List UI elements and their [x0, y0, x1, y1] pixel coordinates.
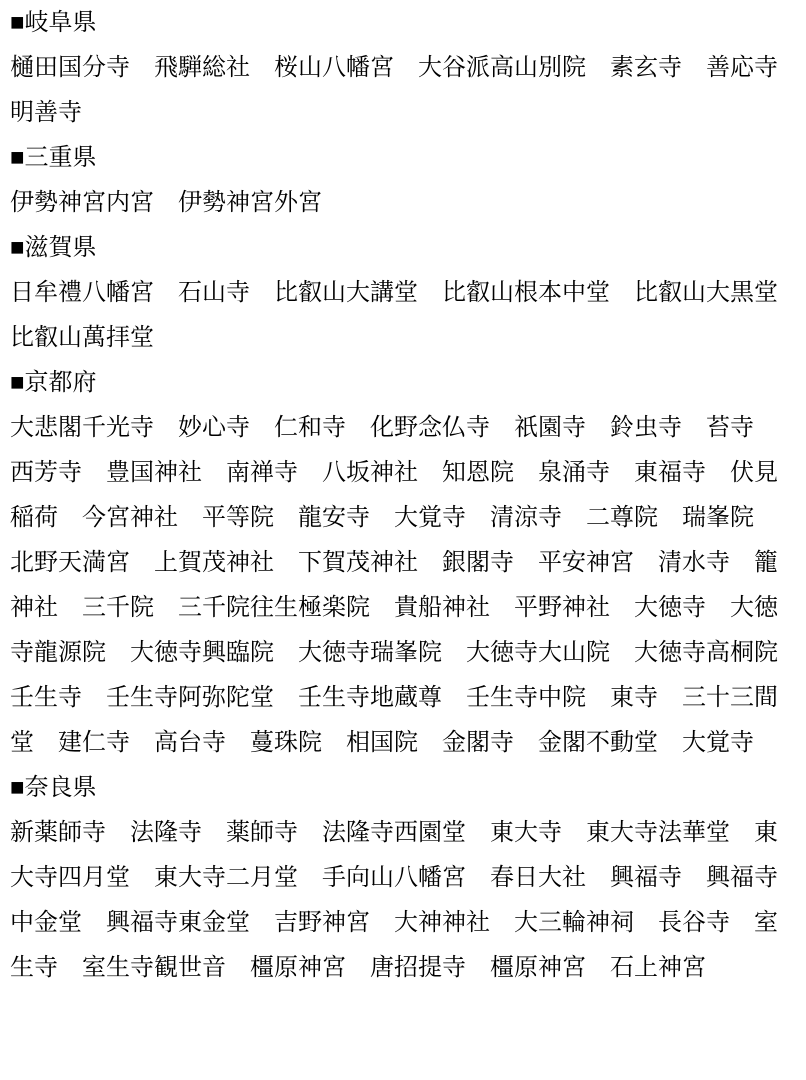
section-bullet-icon: ■ — [10, 774, 25, 801]
temple-shrine-list: 日牟禮八幡宮 石山寺 比叡山大講堂 比叡山根本中堂 比叡山大黒堂 比叡山萬拝堂 — [10, 279, 802, 351]
prefecture-header — [10, 225, 796, 270]
temple-shrine-list: 新薬師寺 法隆寺 薬師寺 法隆寺西園堂 東大寺 東大寺法華堂 東大寺四月堂 東大寺二月堂 手向山八幡宮 春日大社 興福寺 興福寺中金堂 興福寺東金堂 吉野神宮 大神神社 大三輪神祠 長谷寺 室生寺 室生寺観世音 橿原神宮 唐招提寺 橿原神宮 石上神宮 — [10, 819, 778, 981]
section-bullet-icon: ■ — [10, 234, 25, 261]
prefecture-header — [10, 360, 796, 405]
prefecture-section — [10, 360, 802, 765]
section-bullet-icon: ■ — [10, 369, 25, 396]
prefecture-name: 三重県 — [24, 144, 97, 171]
prefecture-section — [10, 135, 796, 225]
prefecture-header — [10, 0, 796, 45]
prefecture-name: 岐阜県 — [24, 9, 97, 36]
temple-shrine-list: 伊勢神宮内宮 伊勢神宮外宮 — [10, 189, 322, 216]
temple-shrine-list: 大悲閣千光寺 妙心寺 仁和寺 化野念仏寺 祇園寺 鈴虫寺 苔寺 西芳寺 豊国神社 南禅寺 八坂神社 知恩院 泉涌寺 東福寺 伏見稲荷 今宮神社 平等院 龍安寺 大覚寺 清涼寺 二尊院 瑞峯院 北野天満宮 上賀茂神社 下賀茂神社 銀閣寺 平安神宮 清水寺 籠神社 三千院 三千院往生極楽院 貴船神社 平野神社 大徳寺 大徳寺龍源院 大徳寺興臨院 大徳寺瑞峯院 大徳寺大山院 大徳寺高桐院 壬生寺 壬生寺阿弥陀堂 壬生寺地蔵尊 壬生寺中院 東寺 三十三間堂 建仁寺 高台寺 蔓珠院 相国院 金閣寺 金閣不動堂 大覚寺 — [10, 414, 802, 756]
prefecture-header — [10, 765, 796, 810]
prefecture-name: 滋賀県 — [24, 234, 97, 261]
prefecture-section — [10, 765, 796, 990]
prefecture-section — [10, 225, 802, 360]
prefecture-header — [10, 135, 796, 180]
prefecture-section — [10, 0, 802, 135]
prefecture-name: 京都府 — [24, 369, 97, 396]
section-bullet-icon: ■ — [10, 144, 25, 171]
prefecture-name: 奈良県 — [24, 774, 97, 801]
section-bullet-icon: ■ — [10, 9, 25, 36]
temple-shrine-list: 樋田国分寺 飛騨総社 桜山八幡宮 大谷派高山別院 素玄寺 善応寺 明善寺 — [10, 54, 802, 126]
